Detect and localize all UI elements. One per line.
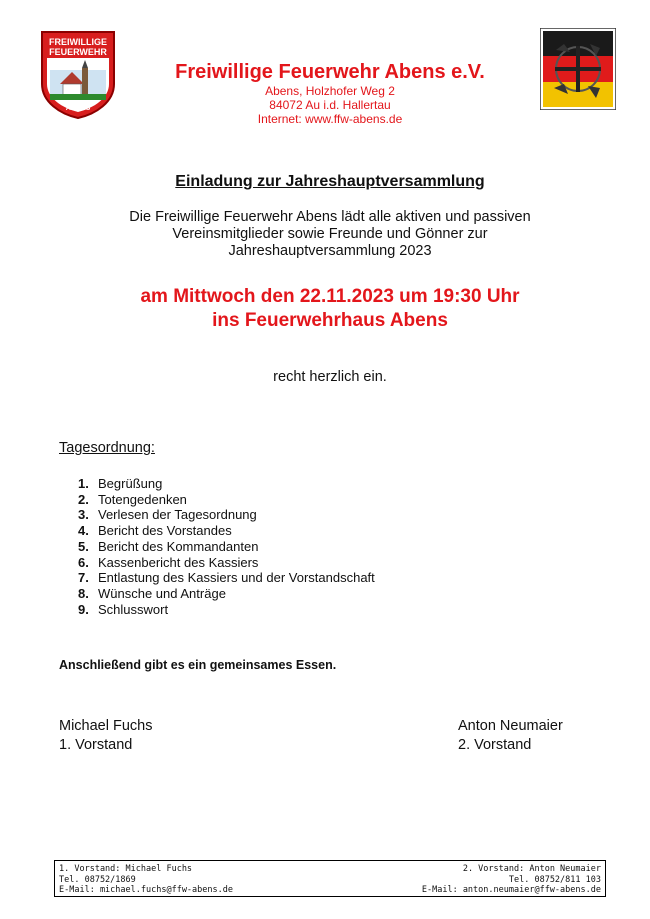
footer-left-role: 1. Vorstand: Michael Fuchs xyxy=(59,864,193,874)
signature-right xyxy=(458,717,563,755)
after-meeting-note: Anschließend gibt es ein gemeinsames Essen. xyxy=(59,658,337,672)
address-city: 84072 Au i.d. Hallertau xyxy=(269,98,391,112)
intro-line-3: Jahreshauptversammlung 2023 xyxy=(228,243,432,259)
intro-line-2: Vereinsmitglieder sowie Freunde und Gönner zur xyxy=(172,226,488,242)
agenda-item: 2. Totengedenken xyxy=(78,491,187,507)
organisation-name: Freiwillige Feuerwehr Abens e.V. xyxy=(175,61,485,83)
agenda-item: 5. Bericht des Kommandanten xyxy=(78,538,259,554)
footer-right-contact xyxy=(422,864,601,896)
agenda-item: 4. Bericht des Vorstandes xyxy=(78,523,232,539)
footer-left-contact xyxy=(59,864,233,896)
meeting-place: ins Feuerwehrhaus Abens xyxy=(212,310,448,331)
invitation-title: Einladung zur Jahreshauptversammlung xyxy=(175,173,485,190)
footer-right-email[interactable]: E-Mail: anton.neumaier@ffw-abens.de xyxy=(421,885,601,896)
logo-text-bottom: ABENS xyxy=(65,105,91,112)
agenda-list xyxy=(78,476,375,617)
agenda-item: 7. Entlastung des Kassiers und der Vorstandschaft xyxy=(78,570,375,586)
signature-left xyxy=(59,717,152,755)
address-street: Abens, Holzhofer Weg 2 xyxy=(265,84,395,98)
agenda-item: 9. Schlusswort xyxy=(78,601,169,617)
agenda-item: 6. Kassenbericht des Kassiers xyxy=(78,554,259,570)
signature-left-role: 1. Vorstand xyxy=(59,737,133,753)
organisation-header xyxy=(130,60,530,126)
signature-left-name: Michael Fuchs xyxy=(59,718,153,734)
meeting-date-place xyxy=(60,285,600,333)
logo-text-mid: FEUERWEHR xyxy=(49,47,107,57)
contact-footer xyxy=(54,860,606,897)
footer-right-role: 2. Vorstand: Anton Neumaier xyxy=(462,864,601,874)
website-line: Internet: www.ffw-abens.de xyxy=(257,112,403,126)
fire-brigade-shield-logo xyxy=(38,28,118,120)
fire-service-emblem-logo xyxy=(540,28,616,110)
meeting-date: am Mittwoch den 22.11.2023 um 19:30 Uhr xyxy=(140,286,520,307)
agenda-item: 8. Wünsche und Anträge xyxy=(78,585,226,601)
signature-right-name: Anton Neumaier xyxy=(458,718,563,734)
agenda-item: 1. Begrüßung xyxy=(78,476,163,491)
footer-left-email[interactable]: E-Mail: michael.fuchs@ffw-abens.de xyxy=(59,885,233,896)
invitation-intro xyxy=(80,209,580,260)
logo-text-top: FREIWILLIGE xyxy=(49,37,107,47)
signature-right-role: 2. Vorstand xyxy=(458,737,532,753)
agenda-heading: Tagesordnung: xyxy=(59,440,155,456)
intro-line-1: Die Freiwillige Feuerwehr Abens lädt alle aktiven und passiven xyxy=(129,209,531,225)
footer-left-phone: Tel. 08752/1869 xyxy=(59,874,136,885)
invitation-closing: recht herzlich ein. xyxy=(273,369,387,385)
footer-right-phone: Tel. 08752/811 103 xyxy=(508,874,601,885)
agenda-item: 3. Verlesen der Tagesordnung xyxy=(78,507,257,523)
